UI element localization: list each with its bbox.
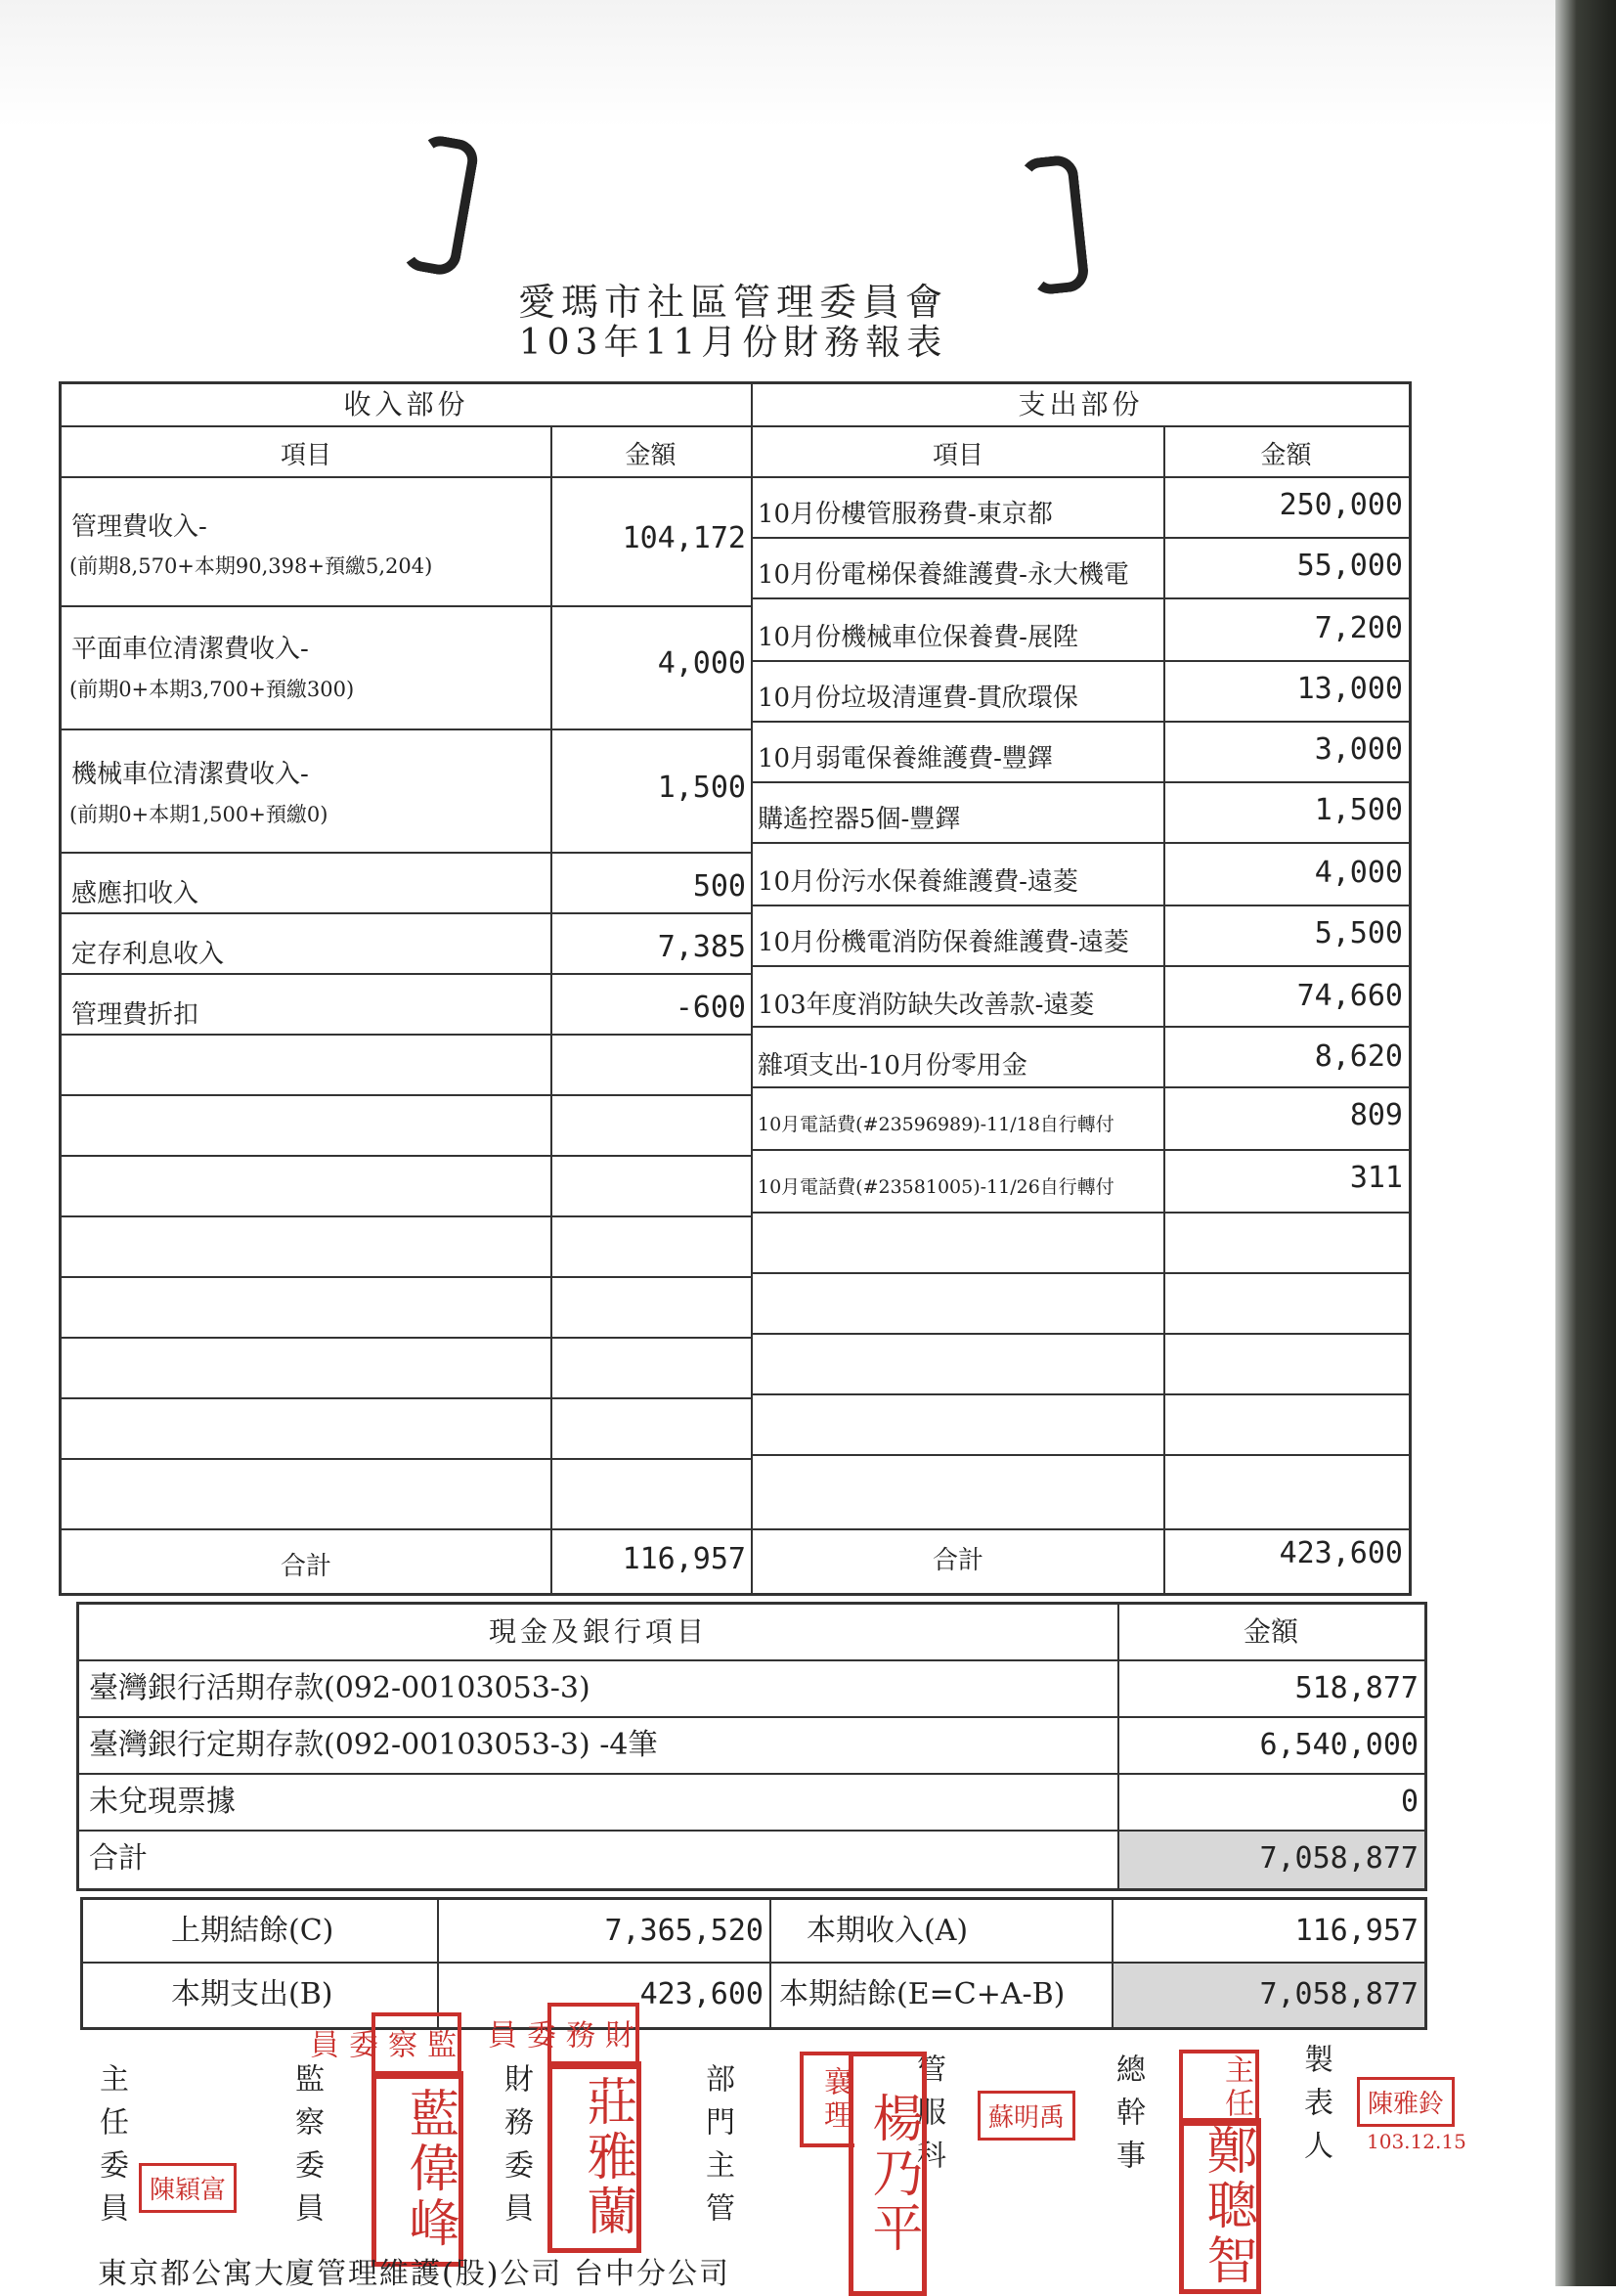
cash-row bbox=[79, 1659, 1424, 1716]
income-row-label: 定存利息收入 bbox=[71, 940, 225, 969]
income-row-detail: (前期8,570+本期90,398+預繳5,204) bbox=[69, 554, 433, 578]
cash-row bbox=[79, 1716, 1424, 1773]
expense-row-amount: 1,500 bbox=[1314, 793, 1403, 827]
expense-row-amount: 809 bbox=[1349, 1098, 1403, 1132]
expense-row-label: 10月電話費(#23596989)-11/18自行轉付 bbox=[758, 1114, 1114, 1135]
supervisor-title-stamp: 監察委員 bbox=[371, 2012, 461, 2079]
expense-row-label: 103年度消防缺失改善款-遠菱 bbox=[758, 991, 1095, 1020]
expense-row-amount: 311 bbox=[1349, 1161, 1403, 1195]
cash-bank-table bbox=[76, 1602, 1427, 1891]
sig-dept: 部門主管 bbox=[700, 2063, 734, 2235]
cash-row bbox=[79, 1773, 1424, 1830]
expense-row-label: 10月弱電保養維護費-豐鐸 bbox=[758, 744, 1053, 773]
preparer-date-stamp: 103.12.15 bbox=[1367, 2130, 1466, 2153]
income-row-amount: -600 bbox=[675, 991, 746, 1025]
expense-section-header: 支出部份 bbox=[1018, 388, 1144, 420]
current-balance-label: 本期結餘(E=C+A-B) bbox=[779, 1977, 1066, 2011]
page-curl bbox=[0, 0, 1564, 127]
expense-row-amount: 7,200 bbox=[1314, 611, 1403, 645]
service-seal: 蘇明禹 bbox=[978, 2091, 1075, 2141]
income-total-label: 合計 bbox=[280, 1552, 331, 1581]
expense-row-amount: 74,660 bbox=[1296, 979, 1403, 1013]
cash-row-amount: 6,540,000 bbox=[1259, 1728, 1419, 1762]
expense-row-amount: 13,000 bbox=[1296, 672, 1403, 706]
period-expense-label: 本期支出(B) bbox=[171, 1977, 333, 2011]
income-row-amount: 104,172 bbox=[622, 521, 746, 555]
expense-row-amount: 55,000 bbox=[1296, 549, 1403, 583]
income-row-label: 管理費收入- bbox=[71, 512, 207, 542]
expense-total: 423,600 bbox=[1279, 1536, 1403, 1570]
expense-row-label: 10月電話費(#23581005)-11/26自行轉付 bbox=[758, 1176, 1114, 1198]
prev-balance: 7,365,520 bbox=[604, 1914, 764, 1948]
cash-total-row bbox=[79, 1830, 1424, 1888]
cash-total-label: 合計 bbox=[89, 1841, 148, 1876]
expense-row-label: 10月份樓管服務費-東京都 bbox=[758, 500, 1053, 529]
income-row-amount: 500 bbox=[692, 869, 746, 904]
prev-balance-label: 上期結餘(C) bbox=[171, 1914, 334, 1948]
cash-row-label: 未兌現票據 bbox=[89, 1785, 236, 1819]
income-row-label: 平面車位清潔費收入- bbox=[71, 635, 309, 664]
expense-row-amount: 3,000 bbox=[1314, 732, 1403, 767]
cash-row-label: 臺灣銀行定期存款(092-00103053-3) -4筆 bbox=[89, 1728, 658, 1762]
expense-row-amount: 250,000 bbox=[1279, 488, 1403, 522]
income-row-label: 感應扣收入 bbox=[71, 879, 199, 908]
supervisor-name-stamp: 藍偉峰 bbox=[371, 2071, 463, 2267]
income-row-label: 管理費折扣 bbox=[71, 1000, 199, 1030]
expense-row-label: 雜項支出-10月份零用金 bbox=[758, 1051, 1027, 1081]
current-balance: 7,058,877 bbox=[1259, 1977, 1419, 2011]
expense-row-label: 購遙控器5個-豐鐸 bbox=[758, 805, 961, 834]
expense-col-amount: 金額 bbox=[1260, 441, 1312, 470]
income-col-amount: 金額 bbox=[625, 441, 677, 470]
gm-name-stamp: 鄭聰智 bbox=[1179, 2118, 1261, 2294]
expense-col-item: 項目 bbox=[932, 441, 983, 470]
period-income-label: 本期收入(A) bbox=[807, 1914, 969, 1948]
expense-row-label: 10月份污水保養維護費-遠菱 bbox=[758, 867, 1078, 897]
dept-title-stamp: 襄理 bbox=[800, 2052, 854, 2147]
finance-name-stamp: 莊雅蘭 bbox=[547, 2061, 641, 2253]
expense-row-label: 10月份機械車位保養費-展陞 bbox=[758, 623, 1078, 652]
company-footer: 東京都公寓大廈管理維護(股)公司 台中分公司 bbox=[98, 2257, 730, 2291]
expense-row-label: 10月份電梯保養維護費-永大機電 bbox=[758, 560, 1129, 590]
cash-row-label: 臺灣銀行活期存款(092-00103053-3) bbox=[89, 1671, 590, 1705]
sig-supervisor: 監察委員 bbox=[289, 2063, 324, 2235]
period-expense: 423,600 bbox=[639, 1977, 764, 2011]
cash-total: 7,058,877 bbox=[1259, 1841, 1419, 1876]
cash-col-item: 現金及銀行項目 bbox=[488, 1615, 708, 1648]
sig-finance: 財務委員 bbox=[499, 2063, 533, 2235]
gm-title-stamp: 主任 bbox=[1179, 2050, 1259, 2126]
income-row-label: 機械車位清潔費收入- bbox=[71, 760, 309, 789]
cash-col-amount: 金額 bbox=[1243, 1615, 1298, 1648]
income-row-amount: 4,000 bbox=[657, 646, 746, 681]
sig-chair: 主任委員 bbox=[94, 2063, 128, 2235]
sig-gm: 總幹事 bbox=[1111, 2053, 1145, 2183]
income-row-amount: 1,500 bbox=[657, 771, 746, 805]
cash-row-amount: 518,877 bbox=[1294, 1671, 1419, 1705]
expense-row-label: 10月份垃圾清運費-貫欣環保 bbox=[758, 684, 1078, 713]
sig-service: 管服科 bbox=[911, 2053, 945, 2183]
binder-edge bbox=[1555, 0, 1616, 2286]
expense-row-amount: 8,620 bbox=[1314, 1039, 1403, 1074]
income-row-detail: (前期0+本期3,700+預繳300) bbox=[69, 678, 355, 701]
period-income: 116,957 bbox=[1294, 1914, 1419, 1948]
expense-row-label: 10月份機電消防保養維護費-遠菱 bbox=[758, 928, 1129, 957]
dept-name-stamp: 楊乃平 bbox=[849, 2052, 927, 2296]
income-col-item: 項目 bbox=[280, 441, 331, 470]
income-expense-table bbox=[59, 381, 1412, 1596]
income-row-amount: 7,385 bbox=[657, 930, 746, 964]
income-total: 116,957 bbox=[622, 1542, 746, 1576]
expense-row-amount: 4,000 bbox=[1314, 856, 1403, 890]
chair-seal: 陳穎富 bbox=[139, 2163, 237, 2213]
report-title: 愛瑪市社區管理委員會 bbox=[517, 281, 948, 324]
expense-total-label: 合計 bbox=[932, 1546, 983, 1575]
sig-preparer: 製表人 bbox=[1298, 2044, 1332, 2173]
report-subtitle: 103年11月份財務報表 bbox=[518, 323, 948, 363]
finance-title-stamp: 財務委員 bbox=[547, 2003, 639, 2069]
expense-row-amount: 5,500 bbox=[1314, 916, 1403, 950]
balance-summary-table bbox=[80, 1897, 1427, 2030]
income-section-header: 收入部份 bbox=[343, 388, 469, 420]
preparer-seal: 陳雅鈴 bbox=[1357, 2077, 1455, 2127]
cash-row-amount: 0 bbox=[1400, 1785, 1419, 1819]
income-row-detail: (前期0+本期1,500+預繳0) bbox=[69, 803, 328, 826]
binder-ring-left bbox=[399, 133, 480, 278]
